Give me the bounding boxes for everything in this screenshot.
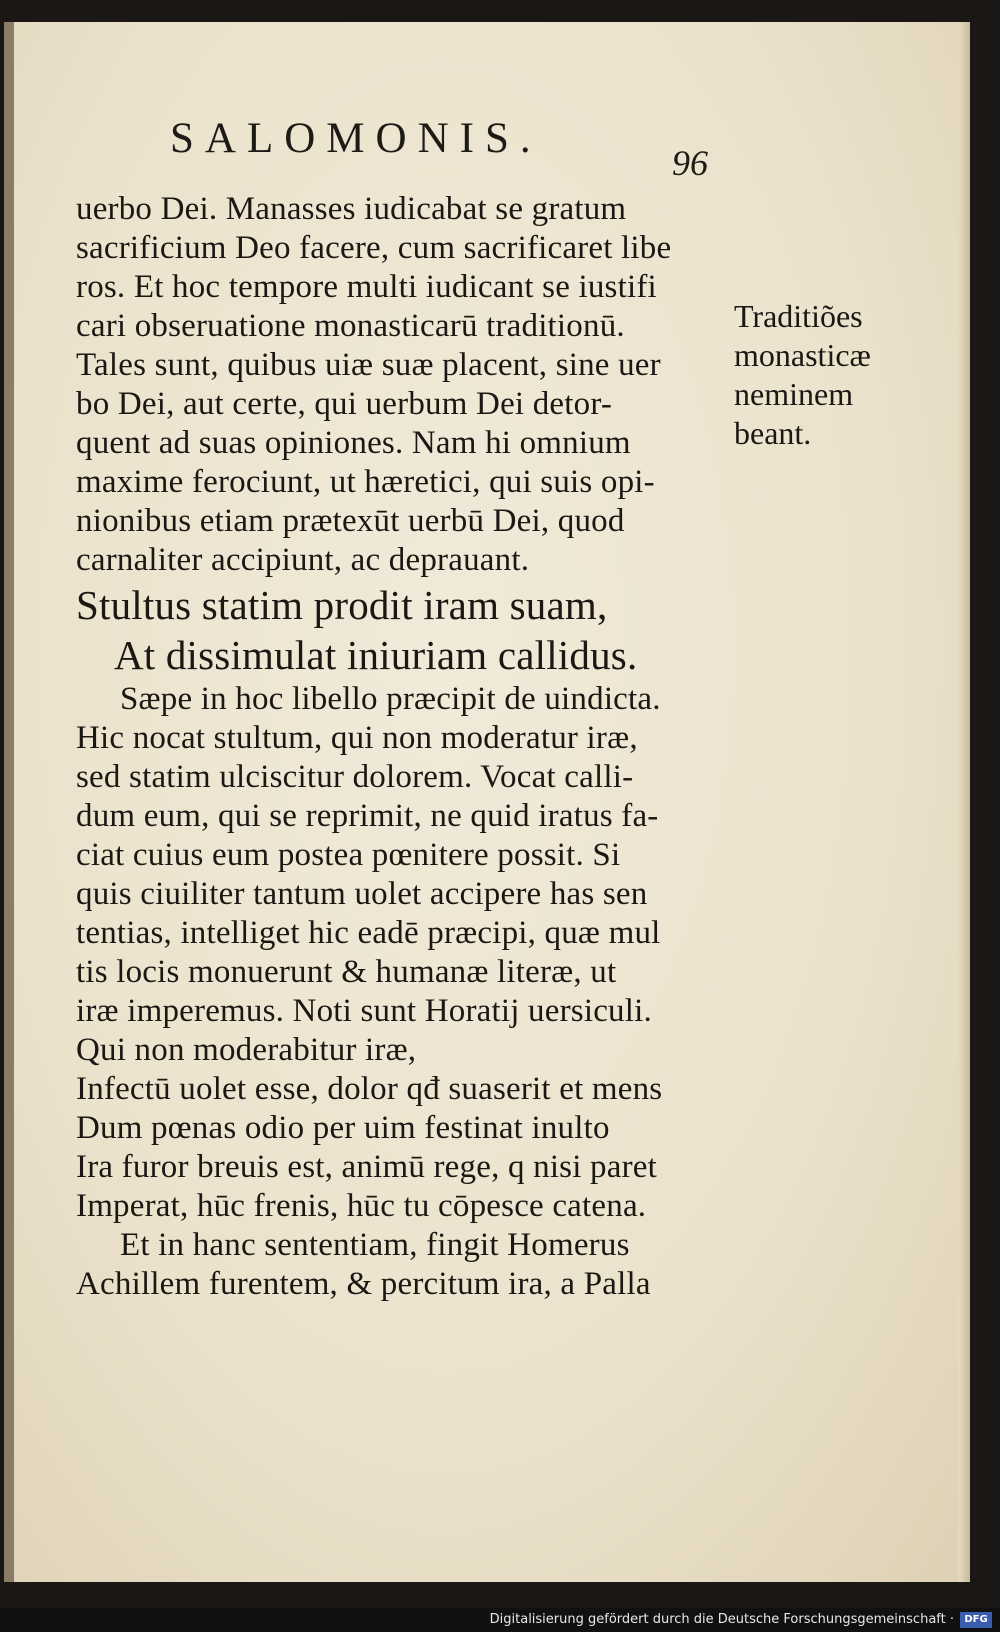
margin-note-line: monasticæ <box>734 337 871 373</box>
body-line: uerbo Dei. Manasses iudicabat se gratum <box>76 191 627 227</box>
commentary-line: quis ciuiliter tantum uolet accipere has sen <box>76 876 648 912</box>
proverb-line: At dissimulat iniuriam callidus. <box>114 632 638 678</box>
commentary-line: dum eum, qui se reprimit, ne quid iratus fa- <box>76 798 659 834</box>
margin-note-line: beant. <box>734 415 812 451</box>
page-edge <box>958 22 970 1582</box>
body-line: quent ad suas opiniones. Nam hi omnium <box>76 425 631 461</box>
body-line: sacrificium Deo facere, cum sacrificaret libe <box>76 230 672 266</box>
footer-credit: Digitalisierung gefördert durch die Deutsche Forschungsgemeinschaft · <box>489 1612 954 1627</box>
digitization-footer <box>0 1608 1000 1632</box>
margin-note-line: neminem <box>734 376 854 412</box>
body-line: cari obseruatione monasticarū traditionū. <box>76 308 625 344</box>
margin-note-line: Traditiões <box>734 298 863 334</box>
verse-line: Ira furor breuis est, animū rege, q nisi paret <box>76 1149 657 1185</box>
closing-line: Achillem furentem, & percitum ira, a Palla <box>76 1266 651 1302</box>
body-line: nionibus etiam prætexūt uerbū Dei, quod <box>76 503 625 539</box>
commentary-line: Hic nocat stultum, qui non moderatur iræ, <box>76 720 638 756</box>
body-line: carnaliter accipiunt, ac deprauant. <box>76 542 530 578</box>
verse-line: Qui non moderabitur iræ, <box>76 1032 417 1068</box>
verse-line: Imperat, hūc frenis, hūc tu cōpesce catena. <box>76 1188 647 1224</box>
verse-line: Dum pœnas odio per uim festinat inulto <box>76 1110 610 1146</box>
body-line: ros. Et hoc tempore multi iudicant se iustifi <box>76 269 657 305</box>
commentary-line: Sæpe in hoc libello præcipit de uindicta. <box>120 681 661 717</box>
marginal-note <box>734 297 954 453</box>
commentary-line: iræ imperemus. Noti sunt Horatij uersiculi. <box>76 993 652 1029</box>
body-line: bo Dei, aut certe, qui uerbum Dei detor- <box>76 386 613 422</box>
book-page <box>4 22 970 1582</box>
commentary-line: tis locis monuerunt & humanæ literæ, ut <box>76 954 617 990</box>
closing-line: Et in hanc sententiam, fingit Homerus <box>120 1227 630 1263</box>
running-head: SALOMONIS. <box>170 115 542 162</box>
commentary-line: ciat cuius eum postea pœnitere possit. Si <box>76 837 621 873</box>
dfg-logo: DFG <box>960 1612 992 1628</box>
folio-number: 96 <box>672 143 708 183</box>
body-line: Tales sunt, quibus uiæ suæ placent, sine uer <box>76 347 661 383</box>
main-text-block <box>76 190 726 1304</box>
commentary-line: tentias, intelliget hic eadē præcipi, quæ mul <box>76 915 661 951</box>
verse-line: Infectū uolet esse, dolor qđ suaserit et mens <box>76 1071 663 1107</box>
commentary-line: sed statim ulciscitur dolorem. Vocat calli- <box>76 759 634 795</box>
body-line: maxime ferociunt, ut hæretici, qui suis opi- <box>76 464 655 500</box>
proverb-line: Stultus statim prodit iram suam, <box>76 582 608 628</box>
